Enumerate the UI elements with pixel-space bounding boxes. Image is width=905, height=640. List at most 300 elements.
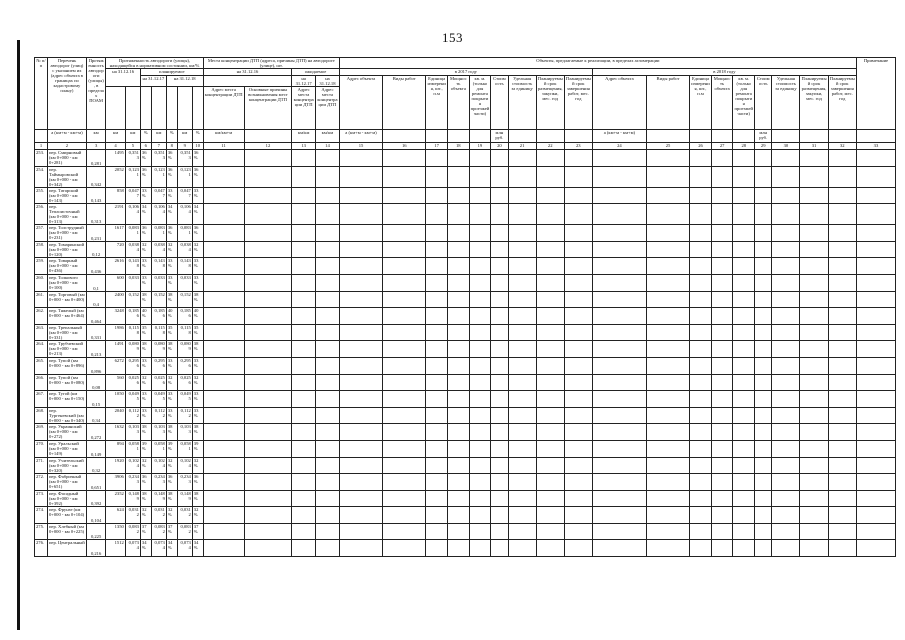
empty-cell — [469, 241, 491, 258]
empty-cell — [800, 457, 828, 474]
state-2017-pct: 39% — [166, 440, 177, 457]
road-name: пер. Томаринский (км 0+000 - км 0+120) — [47, 241, 86, 258]
column-number: 11 — [203, 143, 244, 150]
hdr-state-group: Протяженность автодороги (улицы), находящейся в нормативном состоянии, км/% — [106, 58, 203, 69]
state-2016-pct: 36% — [140, 166, 151, 187]
table-row — [35, 407, 896, 424]
empty-cell — [828, 204, 856, 225]
state-2016-km: 0,1158 — [125, 324, 140, 341]
unit-km-2: км — [106, 130, 125, 143]
unit-blank-6 — [469, 130, 491, 143]
state-2017-km: 0,1024 — [151, 457, 166, 474]
empty-cell — [536, 424, 564, 441]
state-2018-pct: 33% — [192, 357, 203, 374]
state-2017-pct: 33% — [166, 187, 177, 204]
empty-cell — [491, 324, 508, 341]
state-2017-km: 0,1438 — [151, 258, 166, 275]
empty-cell — [316, 241, 340, 258]
empty-cell — [592, 507, 646, 524]
road-name: пер. Тугой (км 0+000 - км 0+150) — [47, 391, 86, 408]
empty-cell — [690, 341, 712, 358]
empty-cell — [292, 308, 316, 325]
empty-cell — [469, 166, 491, 187]
empty-cell — [800, 540, 828, 557]
empty-cell — [536, 407, 564, 424]
road-name: пер. Фабричный (км 0+000 - км 0+651) — [47, 474, 86, 491]
empty-cell — [772, 374, 800, 391]
page-margin-bar — [17, 40, 20, 630]
state-2018-km: 0,1489 — [177, 490, 192, 507]
state-2017-km: 0,0832 — [151, 523, 166, 540]
unit-blank-13 — [733, 130, 755, 143]
empty-cell — [426, 308, 448, 325]
empty-cell — [203, 357, 244, 374]
row-number: 272. — [35, 474, 48, 491]
state-2016-pct: 33% — [140, 258, 151, 275]
empty-cell — [292, 166, 316, 187]
empty-cell — [755, 166, 772, 187]
road-length-pdp: 0,331 — [86, 324, 105, 341]
empty-cell — [491, 241, 508, 258]
empty-cell — [292, 540, 316, 557]
state-2016-km: 0,0809 — [125, 341, 140, 358]
road-name: пер. Толструдный (км 0+000 - км 0+231) — [47, 225, 86, 242]
empty-cell — [755, 225, 772, 242]
empty-cell — [755, 374, 772, 391]
empty-cell — [339, 357, 382, 374]
empty-cell — [536, 241, 564, 258]
empty-cell — [828, 274, 856, 291]
empty-cell — [447, 341, 469, 358]
state-2016-pct: 35% — [140, 324, 151, 341]
state-2017-pct: 32% — [166, 457, 177, 474]
empty-cell — [800, 291, 828, 308]
empty-cell — [339, 341, 382, 358]
column-number: 5 — [125, 143, 140, 150]
state-2016-pct: 33% — [140, 407, 151, 424]
empty-cell — [646, 308, 689, 325]
empty-cell — [690, 308, 712, 325]
empty-cell — [755, 490, 772, 507]
state-2016-km: 0,1231 — [125, 166, 140, 187]
unit-addr: а (км+м - км+м) — [47, 130, 86, 143]
empty-cell — [711, 490, 733, 507]
empty-cell — [383, 407, 426, 424]
empty-cell — [772, 291, 800, 308]
column-number: 14 — [316, 143, 340, 150]
empty-cell — [292, 341, 316, 358]
road-length-pdp: 0,436 — [86, 258, 105, 275]
state-2018-km: 0,0831 — [177, 225, 192, 242]
hdr-num: № п/п — [35, 58, 48, 130]
empty-cell — [469, 291, 491, 308]
empty-cell — [292, 225, 316, 242]
empty-cell — [856, 523, 895, 540]
empty-cell — [469, 457, 491, 474]
empty-cell — [800, 357, 828, 374]
state-2016-pct: 38% — [140, 341, 151, 358]
state-2017-pct: 33% — [166, 258, 177, 275]
table-row — [35, 341, 896, 358]
row-number: 271. — [35, 457, 48, 474]
empty-cell — [690, 274, 712, 291]
empty-cell — [508, 407, 536, 424]
table-row — [35, 241, 896, 258]
empty-cell — [536, 225, 564, 242]
empty-cell — [800, 225, 828, 242]
empty-cell — [383, 308, 426, 325]
empty-cell — [646, 204, 689, 225]
empty-cell — [383, 391, 426, 408]
empty-cell — [564, 166, 592, 187]
road-length: 600 — [106, 274, 125, 291]
empty-cell — [339, 241, 382, 258]
empty-cell — [447, 166, 469, 187]
empty-cell — [733, 474, 755, 491]
empty-cell — [733, 204, 755, 225]
state-2017-km: 0,033 — [151, 274, 166, 291]
empty-cell — [690, 391, 712, 408]
empty-cell — [755, 308, 772, 325]
empty-cell — [469, 507, 491, 524]
empty-cell — [690, 225, 712, 242]
road-length: 3248 — [106, 308, 125, 325]
empty-cell — [292, 507, 316, 524]
state-2017-km: 0,0312 — [151, 507, 166, 524]
road-name: пер. Товарный (км 0+000 - км 0+436) — [47, 258, 86, 275]
column-number: 9 — [177, 143, 192, 150]
empty-cell — [711, 258, 733, 275]
hdr-sqm-2017: кв. м. (только для ремонта покрытия проезжей части) — [469, 76, 491, 130]
empty-cell — [828, 357, 856, 374]
empty-cell — [508, 540, 536, 557]
empty-cell — [646, 490, 689, 507]
empty-cell — [447, 540, 469, 557]
road-name: пер. Трепальный (км 0+000 - км 0+331) — [47, 324, 86, 341]
empty-cell — [426, 241, 448, 258]
empty-cell — [447, 274, 469, 291]
hdr-km-c — [166, 87, 177, 130]
hdr-dtp-addr2: Адрес места концентрации ДТП — [292, 87, 316, 130]
empty-cell — [469, 187, 491, 204]
state-2016-pct: 34% — [140, 540, 151, 557]
road-length: 560 — [106, 374, 125, 391]
empty-cell — [592, 341, 646, 358]
state-2018-pct: 40% — [192, 308, 203, 325]
state-2016-pct: 36% — [140, 150, 151, 167]
unit-pct-2: % — [166, 130, 177, 143]
empty-cell — [828, 424, 856, 441]
empty-cell — [244, 324, 292, 341]
row-number: 262. — [35, 308, 48, 325]
hdr-state-plan: планируемое — [140, 69, 203, 76]
column-number: 29 — [755, 143, 772, 150]
empty-cell — [469, 357, 491, 374]
state-2017-km: 0,1231 — [151, 166, 166, 187]
road-name: пер. Фасадный (км 0+000 - км 0+392) — [47, 490, 86, 507]
empty-cell — [800, 374, 828, 391]
row-number: 276. — [35, 540, 48, 557]
road-length: 720 — [106, 241, 125, 258]
column-number: 26 — [690, 143, 712, 150]
state-2018-pct: 38% — [192, 490, 203, 507]
empty-cell — [733, 150, 755, 167]
empty-cell — [592, 225, 646, 242]
empty-cell — [491, 391, 508, 408]
empty-cell — [491, 374, 508, 391]
empty-cell — [592, 258, 646, 275]
column-number: 17 — [426, 143, 448, 150]
state-2017-km: 0,1033 — [151, 424, 166, 441]
empty-cell — [536, 291, 564, 308]
empty-cell — [469, 374, 491, 391]
empty-cell — [711, 308, 733, 325]
empty-cell — [646, 241, 689, 258]
empty-cell — [383, 507, 426, 524]
unit-kmmkm-2: а (км+м - км+м) — [592, 130, 646, 143]
unit-kmm: км/км+м — [203, 130, 244, 143]
empty-cell — [772, 258, 800, 275]
road-length: 3906 — [106, 474, 125, 491]
empty-cell — [828, 324, 856, 341]
empty-cell — [536, 324, 564, 341]
row-number: 261. — [35, 291, 48, 308]
empty-cell — [755, 291, 772, 308]
column-number: 33 — [856, 143, 895, 150]
empty-cell — [508, 150, 536, 167]
empty-cell — [508, 258, 536, 275]
state-2016-km: 0,1024 — [125, 457, 140, 474]
row-number: 257. — [35, 225, 48, 242]
hdr-work-2018: Виды работ — [646, 76, 689, 130]
empty-cell — [426, 523, 448, 540]
hdr-work-2017: Виды работ — [383, 76, 426, 130]
state-2017-pct: 38% — [166, 341, 177, 358]
empty-cell — [564, 440, 592, 457]
empty-cell — [856, 291, 895, 308]
empty-cell — [316, 523, 340, 540]
empty-cell — [447, 391, 469, 408]
column-number: 2 — [47, 143, 86, 150]
empty-cell — [508, 341, 536, 358]
empty-cell — [203, 457, 244, 474]
unit-blank-15 — [800, 130, 828, 143]
state-2017-pct: 33% — [166, 357, 177, 374]
state-2017-km: 0,2956 — [151, 357, 166, 374]
empty-cell — [733, 391, 755, 408]
state-2016-pct: 32% — [140, 507, 151, 524]
empty-cell — [469, 540, 491, 557]
empty-cell — [203, 187, 244, 204]
column-number: 19 — [469, 143, 491, 150]
empty-cell — [383, 540, 426, 557]
state-2018-pct: 36% — [192, 166, 203, 187]
empty-cell — [828, 225, 856, 242]
empty-cell — [508, 374, 536, 391]
row-number: 267. — [35, 391, 48, 408]
empty-cell — [564, 540, 592, 557]
state-2016-pct: 32% — [140, 241, 151, 258]
empty-cell — [426, 187, 448, 204]
empty-cell — [800, 241, 828, 258]
road-length-pdp: 0,231 — [86, 225, 105, 242]
unit-km-1: км — [86, 130, 105, 143]
state-2016-km: 0,1064 — [125, 204, 140, 225]
hdr-period-2017: Планируемый срок размещения, закупки, мес. год — [536, 76, 564, 130]
empty-cell — [772, 424, 800, 441]
state-2017-pct: 32% — [166, 241, 177, 258]
state-2017-km: 0,1158 — [151, 324, 166, 341]
road-name: пер. Теплоисточный (км 0+000 - км 0+313) — [47, 204, 86, 225]
empty-cell — [755, 440, 772, 457]
table-row — [35, 166, 896, 187]
state-2018-km: 0,0581 — [177, 440, 192, 457]
hdr-unit-2017: Единица измерения, шт., п.м — [426, 76, 448, 130]
empty-cell — [828, 490, 856, 507]
empty-cell — [339, 440, 382, 457]
empty-cell — [339, 407, 382, 424]
state-2018-km: 0,1122 — [177, 407, 192, 424]
state-2017-km: 0,1856 — [151, 308, 166, 325]
empty-cell — [856, 225, 895, 242]
state-2016-km: 0,0495 — [125, 391, 140, 408]
state-2018-pct: 34% — [192, 540, 203, 557]
column-number: 8 — [166, 143, 177, 150]
state-2018-pct: 38% — [192, 424, 203, 441]
hdr-notes: Примечание — [856, 58, 895, 130]
empty-cell — [733, 166, 755, 187]
road-name: пер. Центральный — [47, 540, 86, 557]
empty-cell — [316, 391, 340, 408]
road-name: пер. Таймыровский (км 0+000 - км 0+342) — [47, 166, 86, 187]
empty-cell — [426, 457, 448, 474]
empty-cell — [203, 440, 244, 457]
empty-cell — [244, 374, 292, 391]
empty-cell — [856, 150, 895, 167]
empty-cell — [711, 424, 733, 441]
empty-cell — [491, 187, 508, 204]
road-length: 1632 — [106, 424, 125, 441]
empty-cell — [244, 407, 292, 424]
empty-cell — [292, 523, 316, 540]
empty-cell — [469, 324, 491, 341]
empty-cell — [755, 187, 772, 204]
table-row — [35, 540, 896, 557]
empty-cell — [469, 523, 491, 540]
state-2016-km: 0,0312 — [125, 507, 140, 524]
road-length: 1986 — [106, 324, 125, 341]
road-length: 1920 — [106, 457, 125, 474]
empty-cell — [339, 166, 382, 187]
state-2017-km: 0,1064 — [151, 204, 166, 225]
empty-cell — [646, 523, 689, 540]
empty-cell — [711, 324, 733, 341]
empty-cell — [244, 274, 292, 291]
table-row — [35, 357, 896, 374]
empty-cell — [426, 540, 448, 557]
hdr-dtp-addr-blank — [203, 76, 292, 87]
empty-cell — [564, 291, 592, 308]
state-2017-pct: 33% — [166, 407, 177, 424]
state-2016-pct: 36% — [140, 474, 151, 491]
empty-cell — [508, 490, 536, 507]
empty-cell — [564, 341, 592, 358]
empty-cell — [564, 474, 592, 491]
empty-cell — [203, 391, 244, 408]
empty-cell — [564, 391, 592, 408]
road-length-pdp: 0,216 — [86, 540, 105, 557]
empty-cell — [856, 204, 895, 225]
empty-cell — [828, 440, 856, 457]
state-2017-km: 0,152 — [151, 291, 166, 308]
empty-cell — [244, 424, 292, 441]
empty-cell — [447, 424, 469, 441]
empty-cell — [203, 540, 244, 557]
row-number: 266. — [35, 374, 48, 391]
empty-cell — [244, 241, 292, 258]
empty-cell — [244, 308, 292, 325]
empty-cell — [292, 291, 316, 308]
empty-cell — [828, 457, 856, 474]
state-2017-pct: 32% — [166, 507, 177, 524]
empty-cell — [491, 291, 508, 308]
empty-cell — [828, 341, 856, 358]
table-row — [35, 324, 896, 341]
empty-cell — [447, 204, 469, 225]
empty-cell — [339, 274, 382, 291]
empty-cell — [244, 150, 292, 167]
hdr-power-2018: Мощность объекта — [711, 76, 733, 130]
empty-cell — [592, 291, 646, 308]
state-2018-pct: 32% — [192, 457, 203, 474]
empty-cell — [203, 225, 244, 242]
column-number: 16 — [383, 143, 426, 150]
empty-cell — [383, 374, 426, 391]
hdr-dtp-plan: ожидаемое — [292, 69, 340, 76]
table-row — [35, 308, 896, 325]
hdr-obj-addr-2018: Адрес объекта — [592, 76, 646, 130]
empty-cell — [733, 490, 755, 507]
empty-cell — [856, 507, 895, 524]
table-row — [35, 424, 896, 441]
empty-cell — [244, 204, 292, 225]
empty-cell — [828, 291, 856, 308]
state-2017-km: 0,0256 — [151, 374, 166, 391]
unit-blank-8 — [536, 130, 564, 143]
empty-cell — [755, 241, 772, 258]
empty-cell — [711, 457, 733, 474]
empty-cell — [564, 308, 592, 325]
empty-cell — [646, 424, 689, 441]
empty-cell — [426, 150, 448, 167]
empty-cell — [592, 187, 646, 204]
road-length: 2352 — [106, 490, 125, 507]
state-2018-pct: 33% — [192, 258, 203, 275]
empty-cell — [316, 187, 340, 204]
empty-cell — [564, 204, 592, 225]
empty-cell — [491, 474, 508, 491]
empty-cell — [491, 166, 508, 187]
empty-cell — [690, 324, 712, 341]
state-2018-pct: 36% — [192, 225, 203, 242]
state-2018-km: 0,0256 — [177, 374, 192, 391]
hdr-unit-2018: Единица измерения, шт., п.м — [690, 76, 712, 130]
road-name: пер. Уральский (км 0+000 - км 0+149) — [47, 440, 86, 457]
unit-rub-1: млн руб. — [491, 130, 508, 143]
table-row — [35, 258, 896, 275]
empty-cell — [755, 424, 772, 441]
empty-cell — [469, 225, 491, 242]
